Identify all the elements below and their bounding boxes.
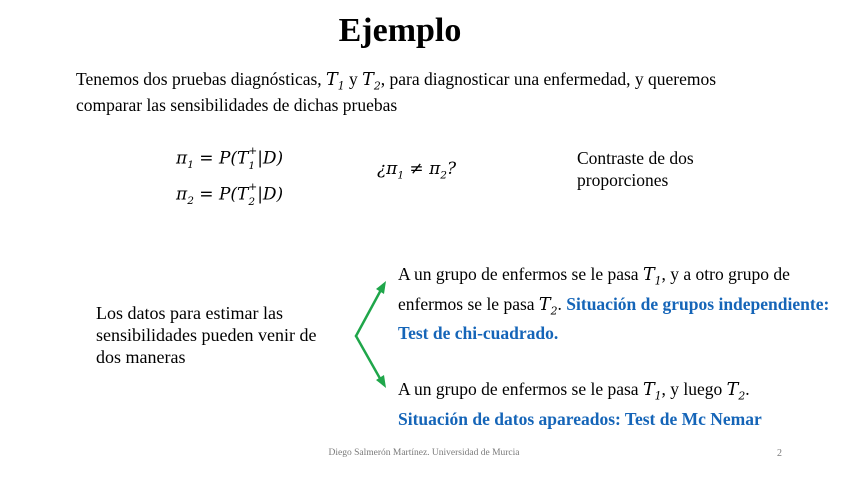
arrow-down-line xyxy=(356,336,382,382)
contrast-label: Contraste de dos proporciones xyxy=(577,148,694,190)
data-source-note: Los datos para estimar las sensibilidades pueden venir de dos maneras xyxy=(96,303,317,367)
t2-symbol: $T_2$ xyxy=(362,70,381,93)
intro-pre: Tenemos dos pruebas diagnósticas, xyxy=(76,69,322,89)
branch-arrows-icon xyxy=(348,278,392,390)
equation-pi1: $\pi_1 = P(T$ + 1 |D) xyxy=(176,145,284,173)
hypothesis-question: ¿$\pi_1 \ne \pi_2$? xyxy=(377,159,457,182)
slide-title: Ejemplo xyxy=(338,12,462,49)
intro-and: y xyxy=(344,69,363,89)
t1-symbol: $T_1$ xyxy=(326,70,345,93)
option-paired-highlight: Situación de datos apareados: Test de Mc Nemar xyxy=(398,408,762,429)
arrow-up-line xyxy=(356,288,382,336)
arrow-down-head xyxy=(376,375,386,388)
intro-post: , para diagnosticar una enfermedad, y queremos comparar las sensibilidades de dichas pruebas xyxy=(76,69,717,115)
arrow-up-head xyxy=(376,281,386,294)
equation-pi2: $\pi_2 = P(T$ + 2 |D) xyxy=(176,181,284,209)
option-independent-highlight: Situación de grupos independiente: Test de chi-cuadrado. xyxy=(398,293,830,343)
page-number: 2 xyxy=(777,448,782,459)
option-independent: A un grupo de enfermos se le pasa $T_1$, y a otro grupo de enfermos se le pasa $T_2$. Situación de grupos independiente: Test de chi-cuadrado. xyxy=(398,264,830,343)
option-paired: A un grupo de enfermos se le pasa $T_1$, y luego $T_2$. Situación de datos apareados: Test de Mc Nemar xyxy=(398,379,762,429)
footer-author: Diego Salmerón Martínez. Universidad de Murcia xyxy=(328,448,520,458)
intro-paragraph xyxy=(76,70,776,115)
